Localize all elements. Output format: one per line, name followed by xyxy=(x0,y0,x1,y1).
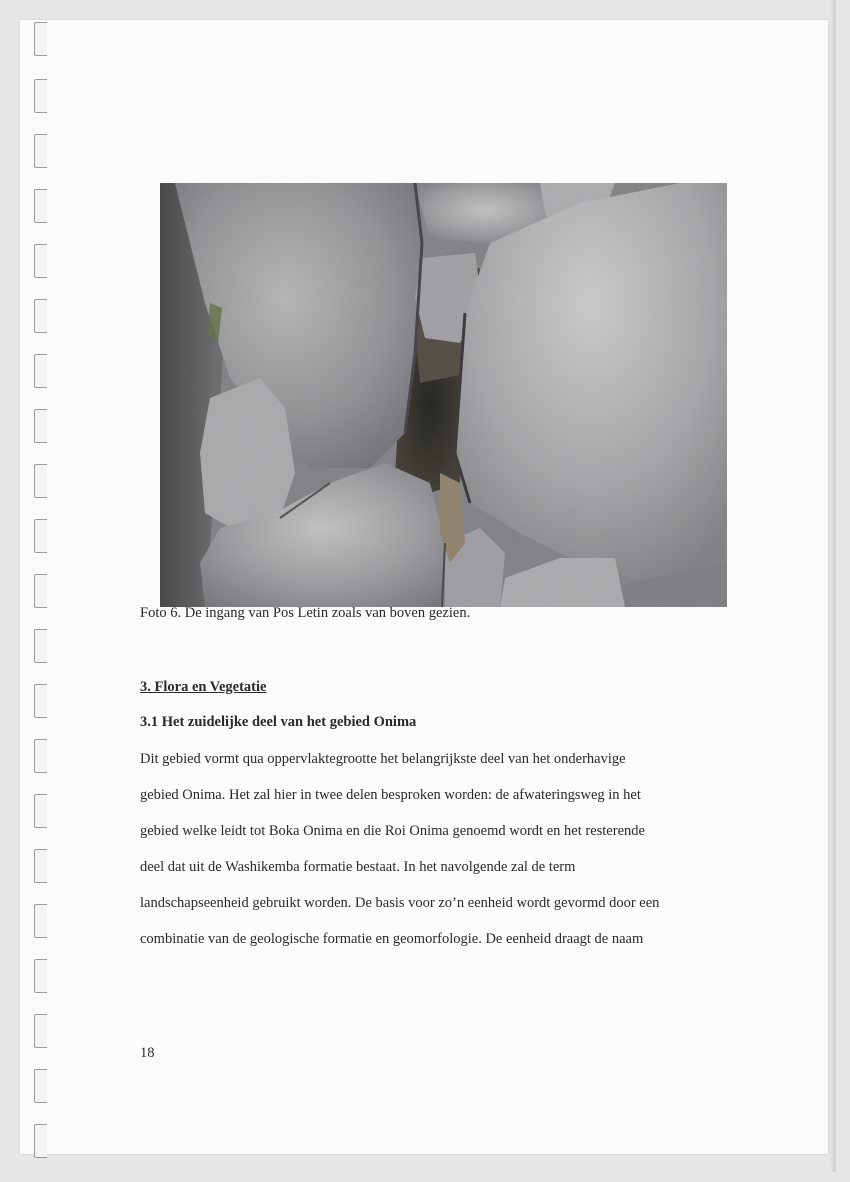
binding-hole xyxy=(34,354,47,388)
paragraph-line: gebied welke leidt tot Boka Onima en die Roi Onima genoemd wordt en het resterende xyxy=(140,823,645,839)
binding-hole xyxy=(34,134,47,168)
spiral-binding xyxy=(34,22,52,1162)
binding-holes xyxy=(54,42,72,1182)
paragraph-line: combinatie van de geologische formatie en geomorfologie. De eenheid draagt de naam xyxy=(140,931,644,947)
binding-hole xyxy=(34,629,47,663)
paragraph-line: Dit gebied vormt qua oppervlaktegrootte het belangrijkste deel van het onderhavige xyxy=(140,751,626,767)
binding-hole xyxy=(34,739,47,773)
binding-hole xyxy=(34,189,47,223)
rock-crevice-photo xyxy=(160,183,727,607)
photo-caption: Foto 6. De ingang van Pos Letin zoals van boven gezien. xyxy=(140,605,471,621)
binding-hole xyxy=(34,959,47,993)
paragraph-line: gebied Onima. Het zal hier in twee delen besproken worden: de afwateringsweg in het xyxy=(140,787,641,803)
binding-hole xyxy=(34,849,47,883)
page-edge xyxy=(830,0,836,1172)
binding-hole xyxy=(34,299,47,333)
binding-hole xyxy=(34,904,47,938)
binding-hole xyxy=(34,1124,47,1158)
binding-hole xyxy=(34,409,47,443)
page-number: 18 xyxy=(140,1045,155,1061)
binding-hole xyxy=(34,794,47,828)
binding-hole xyxy=(34,519,47,553)
paragraph-line: landschapseenheid gebruikt worden. De basis voor zo’n eenheid wordt gevormd door een xyxy=(140,895,660,911)
paragraph-line: deel dat uit de Washikemba formatie bestaat. In het navolgende zal de term xyxy=(140,859,576,875)
binding-hole xyxy=(34,464,47,498)
binding-hole xyxy=(34,684,47,718)
binding-hole xyxy=(34,1069,47,1103)
binding-hole xyxy=(34,574,47,608)
binding-hole xyxy=(34,22,47,56)
binding-hole xyxy=(34,79,47,113)
binding-hole xyxy=(34,1014,47,1048)
subsection-title: 3.1 Het zuidelijke deel van het gebied Onima xyxy=(140,714,417,730)
binding-hole xyxy=(34,244,47,278)
body-paragraph xyxy=(140,750,730,966)
document-page xyxy=(20,20,828,1154)
section-title: 3. Flora en Vegetatie xyxy=(140,679,267,695)
